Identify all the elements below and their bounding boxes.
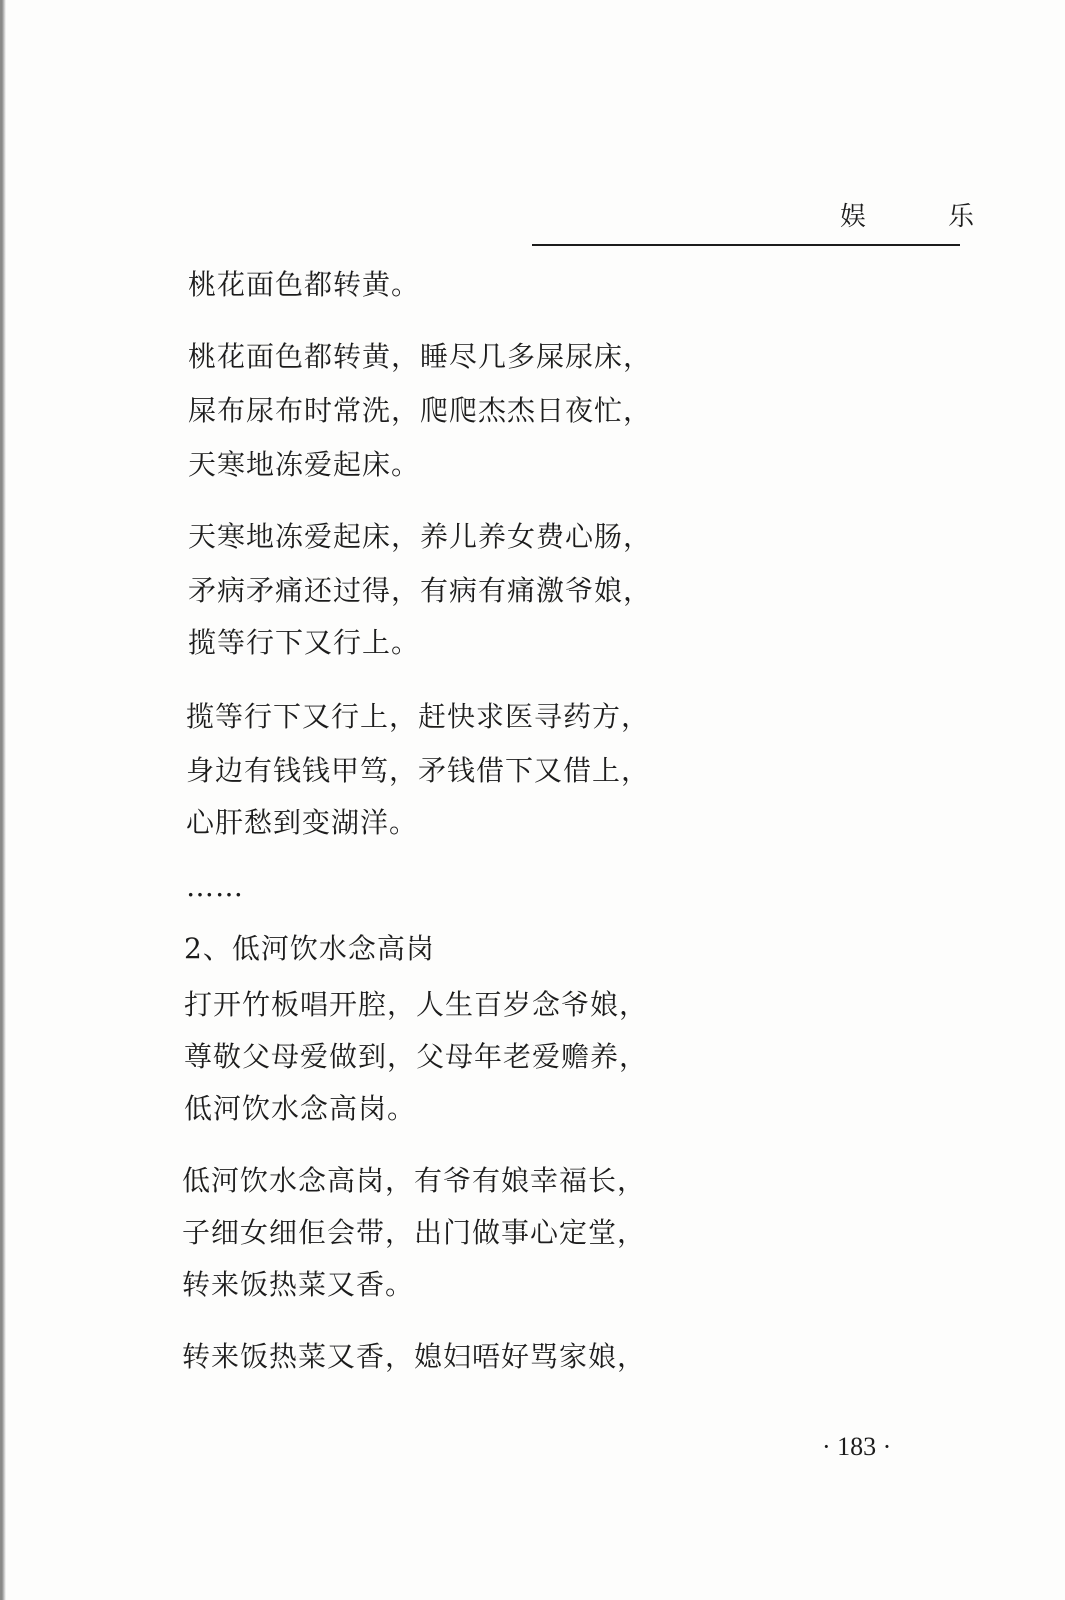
verse-line: 揽等行下又行上，赶快求医寻药方， [186, 700, 651, 733]
page-number: · 183 · [822, 1432, 892, 1461]
verse-line: 转来饭热菜又香，媳妇唔好骂家娘， [182, 1340, 647, 1373]
running-header: 娱 乐 [840, 202, 1003, 232]
verse-line: 天寒地冻爱起床。 [188, 448, 421, 481]
verse-line: 尊敬父母爱做到，父母年老爱赡养， [184, 1040, 649, 1073]
verse-line: 低河饮水念高岗，有爷有娘幸福长， [182, 1164, 647, 1197]
verse-line: 天寒地冻爱起床，养儿养女费心肠， [188, 520, 653, 553]
verse-line: 打开竹板唱开腔，人生百岁念爷娘， [184, 988, 649, 1021]
verse-line: 转来饭热菜又香。 [182, 1268, 415, 1301]
verse-line: 低河饮水念高岗。 [184, 1092, 417, 1125]
verse-line: 子细女细佢会带，出门做事心定堂， [182, 1216, 647, 1249]
verse-line: 屎布尿布时常洗，爬爬杰杰日夜忙， [188, 394, 653, 427]
section-heading: 2、低河饮水念高岗 [184, 932, 435, 965]
verse-line: 身边有钱钱甲笃，矛钱借下又借上， [186, 754, 651, 787]
verse-line: 桃花面色都转黄。 [188, 268, 421, 301]
ellipsis: …… [186, 870, 244, 903]
verse-line: 心肝愁到变湖洋。 [186, 806, 419, 839]
verse-line: 矛病矛痛还过得，有病有痛激爷娘， [188, 574, 653, 607]
verse-line: 揽等行下又行上。 [188, 626, 421, 659]
verse-line: 桃花面色都转黄，睡尽几多屎尿床， [188, 340, 653, 373]
